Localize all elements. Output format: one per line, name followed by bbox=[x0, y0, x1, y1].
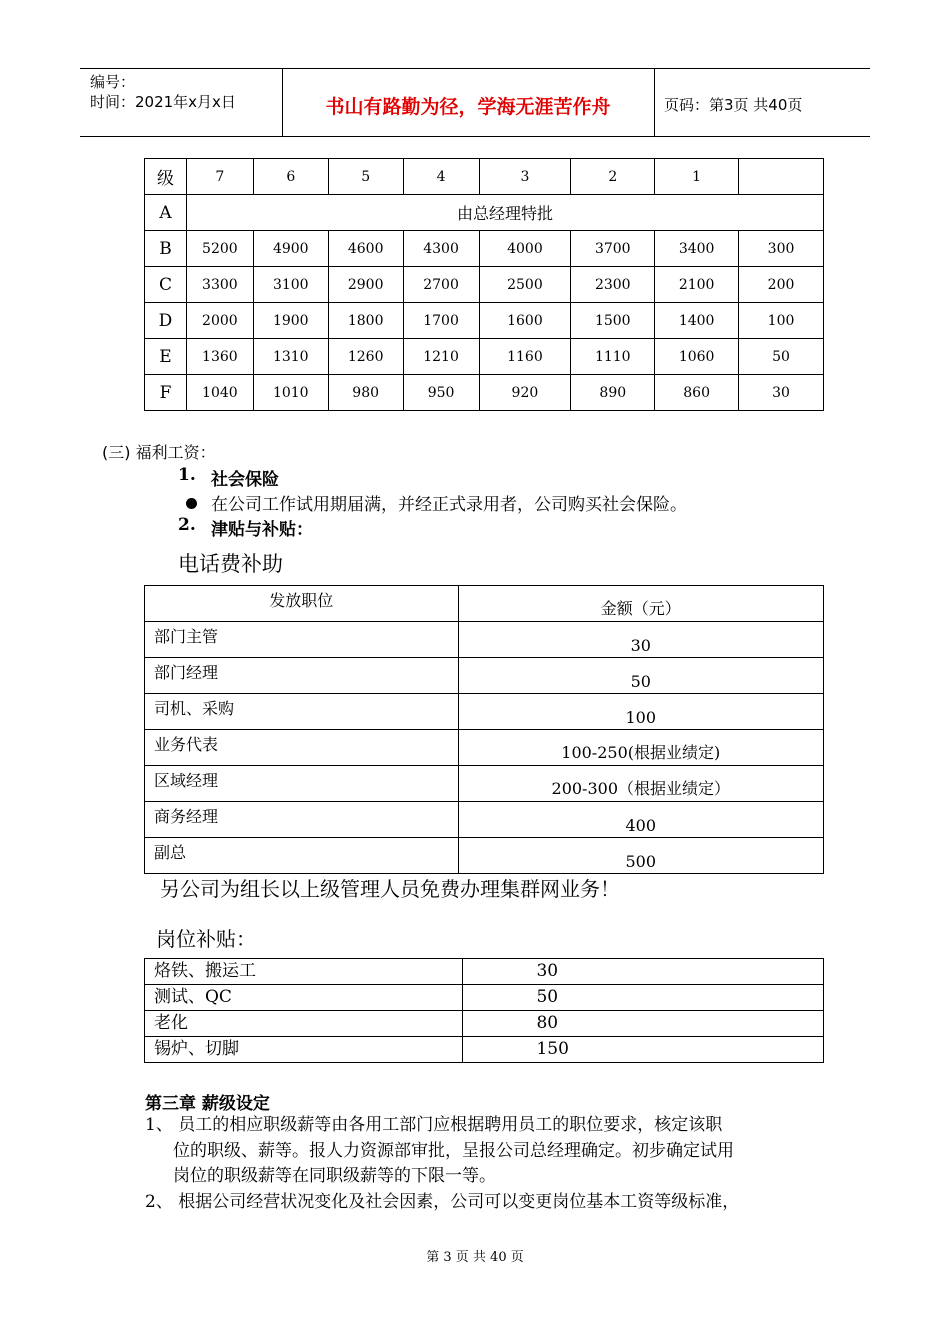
phone-amount-cell: 200-300（根据业绩定） bbox=[458, 766, 823, 802]
chapter3-para1-line2: 位的职级、薪等。报人力资源部审批，呈报公司总经理确定。初步确定试用 bbox=[173, 1141, 734, 1161]
chapter3-para1-line1: 1、 员工的相应职级薪等由各用工部门应根据聘用员工的职位要求，核定该职 bbox=[145, 1115, 723, 1135]
grid-cell: 950 bbox=[403, 375, 479, 411]
grid-level-cell: F bbox=[145, 375, 187, 411]
grid-level-cell: D bbox=[145, 303, 187, 339]
grid-cell: 1400 bbox=[655, 303, 739, 339]
grid-cell: 2000 bbox=[186, 303, 253, 339]
grid-cell: 890 bbox=[571, 375, 655, 411]
salary-grid-table bbox=[144, 158, 824, 411]
cluster-network-note: 另公司为组长以上级管理人员免费办理集群网业务！ bbox=[160, 877, 620, 901]
phone-col-amount: 金额（元） bbox=[458, 586, 823, 622]
phone-table-row bbox=[145, 766, 824, 802]
item1-number: 1. bbox=[178, 465, 196, 485]
grid-level-cell: E bbox=[145, 339, 187, 375]
chapter3-title: 第三章 薪级设定 bbox=[145, 1094, 270, 1114]
grid-cell: 1010 bbox=[253, 375, 328, 411]
phone-amount-cell: 100-250(根据业绩定) bbox=[458, 730, 823, 766]
grid-cell: 4000 bbox=[479, 231, 571, 267]
grid-cell: 1160 bbox=[479, 339, 571, 375]
phone-subsidy-table bbox=[144, 585, 824, 874]
grid-cell: 30 bbox=[739, 375, 824, 411]
chapter3-para2-line1: 2、 根据公司经营状况变化及社会因素，公司可以变更岗位基本工资等级标准， bbox=[145, 1192, 740, 1212]
grid-cell: 1110 bbox=[571, 339, 655, 375]
item1-title: 社会保险 bbox=[211, 470, 279, 490]
phone-amount-cell: 400 bbox=[458, 802, 823, 838]
post-subsidy-table bbox=[144, 958, 824, 1063]
post-amount-cell: 30 bbox=[463, 959, 824, 985]
grid-header-cell: 级 bbox=[145, 159, 187, 195]
grid-cell: 1210 bbox=[403, 339, 479, 375]
grid-cell: 3700 bbox=[571, 231, 655, 267]
header-page-number: 页码：第3页 共40页 bbox=[664, 96, 803, 114]
phone-table-row bbox=[145, 694, 824, 730]
grid-level-cell: B bbox=[145, 231, 187, 267]
phone-table-row bbox=[145, 658, 824, 694]
header-motto: 书山有路勤为径，学海无涯苦作舟 bbox=[325, 96, 611, 118]
grid-level-cell: C bbox=[145, 267, 187, 303]
header-top-rule bbox=[80, 68, 870, 69]
grid-level-cell: A bbox=[145, 195, 187, 231]
post-position-cell: 锡炉、切脚 bbox=[145, 1037, 463, 1063]
grid-header-cell: 6 bbox=[253, 159, 328, 195]
post-position-cell: 老化 bbox=[145, 1011, 463, 1037]
grid-header-cell: 7 bbox=[186, 159, 253, 195]
grid-cell: 3400 bbox=[655, 231, 739, 267]
post-table-row bbox=[145, 1011, 824, 1037]
header-number: 编号： bbox=[90, 73, 136, 91]
grid-row-a bbox=[145, 195, 824, 231]
post-subsidy-title: 岗位补贴： bbox=[156, 927, 256, 951]
header-divider-right bbox=[654, 68, 655, 136]
grid-header-cell: 4 bbox=[403, 159, 479, 195]
bullet-icon bbox=[186, 498, 197, 509]
grid-row bbox=[145, 267, 824, 303]
grid-cell: 1800 bbox=[328, 303, 403, 339]
phone-position-cell: 区域经理 bbox=[145, 766, 459, 802]
grid-row bbox=[145, 231, 824, 267]
phone-amount-cell: 30 bbox=[458, 622, 823, 658]
grid-header-row bbox=[145, 159, 824, 195]
phone-table-row bbox=[145, 802, 824, 838]
grid-row bbox=[145, 339, 824, 375]
grid-cell: 5200 bbox=[186, 231, 253, 267]
grid-special-approval-cell: 由总经理特批 bbox=[186, 195, 823, 231]
phone-position-cell: 司机、采购 bbox=[145, 694, 459, 730]
item2-number: 2. bbox=[178, 515, 196, 535]
post-position-cell: 烙铁、搬运工 bbox=[145, 959, 463, 985]
grid-cell: 1360 bbox=[186, 339, 253, 375]
post-amount-cell: 150 bbox=[463, 1037, 824, 1063]
welfare-section-title: (三) 福利工资： bbox=[102, 443, 216, 462]
phone-table-header bbox=[145, 586, 824, 622]
post-table-row bbox=[145, 959, 824, 985]
grid-header-cell: 5 bbox=[328, 159, 403, 195]
grid-cell: 2500 bbox=[479, 267, 571, 303]
grid-cell: 2100 bbox=[655, 267, 739, 303]
grid-cell: 1600 bbox=[479, 303, 571, 339]
chapter3-para1-line3: 岗位的职级薪等在同职级薪等的下限一等。 bbox=[173, 1166, 496, 1186]
phone-position-cell: 部门经理 bbox=[145, 658, 459, 694]
grid-row bbox=[145, 303, 824, 339]
phone-amount-cell: 500 bbox=[458, 838, 823, 874]
bullet-text: 在公司工作试用期届满，并经正式录用者，公司购买社会保险。 bbox=[211, 495, 687, 515]
post-amount-cell: 50 bbox=[463, 985, 824, 1011]
post-amount-cell: 80 bbox=[463, 1011, 824, 1037]
grid-cell: 980 bbox=[328, 375, 403, 411]
phone-position-cell: 部门主管 bbox=[145, 622, 459, 658]
grid-cell: 50 bbox=[739, 339, 824, 375]
grid-cell: 1060 bbox=[655, 339, 739, 375]
grid-cell: 200 bbox=[739, 267, 824, 303]
grid-cell: 920 bbox=[479, 375, 571, 411]
phone-position-cell: 业务代表 bbox=[145, 730, 459, 766]
grid-cell: 1040 bbox=[186, 375, 253, 411]
grid-cell: 1900 bbox=[253, 303, 328, 339]
grid-header-cell: 2 bbox=[571, 159, 655, 195]
grid-cell: 3100 bbox=[253, 267, 328, 303]
phone-amount-cell: 100 bbox=[458, 694, 823, 730]
grid-header-cell: 3 bbox=[479, 159, 571, 195]
grid-cell: 860 bbox=[655, 375, 739, 411]
grid-row bbox=[145, 375, 824, 411]
phone-position-cell: 副总 bbox=[145, 838, 459, 874]
grid-cell: 1310 bbox=[253, 339, 328, 375]
phone-col-position: 发放职位 bbox=[145, 586, 459, 622]
grid-cell: 1700 bbox=[403, 303, 479, 339]
phone-table-row bbox=[145, 838, 824, 874]
social-insurance-bullet bbox=[186, 490, 687, 515]
grid-cell: 2700 bbox=[403, 267, 479, 303]
grid-cell: 100 bbox=[739, 303, 824, 339]
phone-position-cell: 商务经理 bbox=[145, 802, 459, 838]
grid-cell: 4300 bbox=[403, 231, 479, 267]
item2-title: 津贴与补贴： bbox=[211, 520, 313, 540]
grid-cell: 4900 bbox=[253, 231, 328, 267]
header-time: 时间：2021年x月x日 bbox=[90, 93, 236, 111]
post-position-cell: 测试、QC bbox=[145, 985, 463, 1011]
grid-cell: 1260 bbox=[328, 339, 403, 375]
grid-header-cell bbox=[739, 159, 824, 195]
page-footer: 第 3 页 共 40 页 bbox=[426, 1250, 524, 1265]
phone-subsidy-title: 电话费补助 bbox=[178, 552, 283, 576]
grid-cell: 3300 bbox=[186, 267, 253, 303]
post-table-row bbox=[145, 1037, 824, 1063]
header-meta bbox=[90, 72, 236, 112]
grid-header-cell: 1 bbox=[655, 159, 739, 195]
phone-amount-cell: 50 bbox=[458, 658, 823, 694]
grid-cell: 4600 bbox=[328, 231, 403, 267]
grid-cell: 300 bbox=[739, 231, 824, 267]
post-table-row bbox=[145, 985, 824, 1011]
phone-table-row bbox=[145, 622, 824, 658]
grid-cell: 2300 bbox=[571, 267, 655, 303]
grid-cell: 2900 bbox=[328, 267, 403, 303]
grid-cell: 1500 bbox=[571, 303, 655, 339]
phone-table-row bbox=[145, 730, 824, 766]
header-bottom-rule bbox=[80, 136, 870, 137]
